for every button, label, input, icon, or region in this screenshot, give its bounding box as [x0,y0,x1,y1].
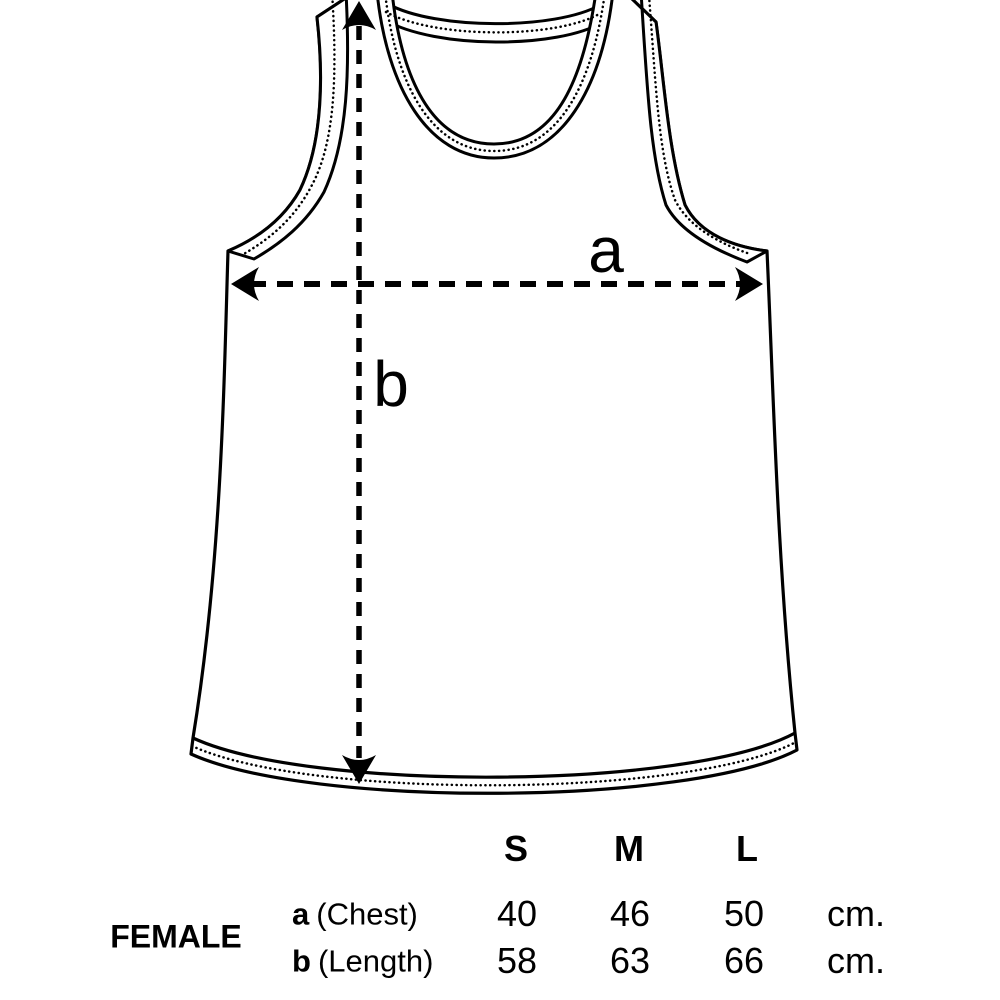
measure-label-a: a [588,214,624,286]
gender-label: FEMALE [110,918,242,955]
value-chest-s: 40 [496,893,538,934]
row-label-chest [292,896,418,932]
size-header-s: S [503,828,529,869]
unit-chest: cm. [827,893,885,934]
value-length-m: 63 [609,940,651,981]
row-dimension-length: (Length) [317,943,434,979]
row-key-b: b [292,943,311,979]
value-chest-l: 50 [723,893,765,934]
value-length-l: 66 [723,940,765,981]
size-header-m: M [614,828,644,869]
measure-label-b: b [373,348,409,420]
row-key-a: a [292,896,310,932]
unit-length: cm. [827,940,885,981]
size-header-l: L [736,828,758,869]
tank-top-body-outline [191,0,797,793]
row-dimension-chest: (Chest) [316,896,418,932]
value-length-s: 58 [496,940,538,981]
row-label-length [292,943,434,979]
value-chest-m: 46 [609,893,651,934]
